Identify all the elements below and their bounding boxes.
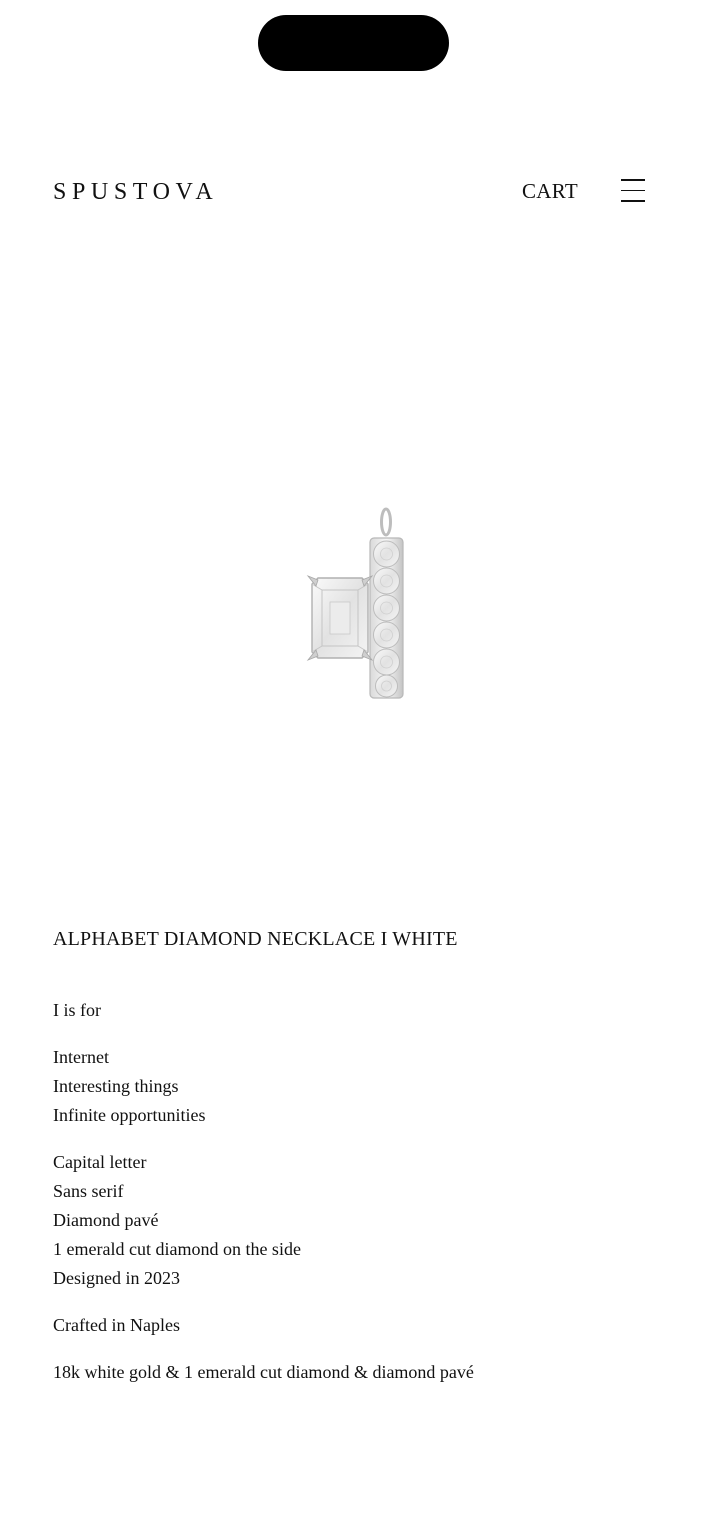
feature-line: 1 emerald cut diamond on the side	[53, 1239, 301, 1259]
site-header	[0, 170, 710, 212]
cart-link[interactable]: CART	[522, 179, 578, 203]
intro-line: I is for	[53, 1000, 101, 1020]
pendant-illustration	[290, 500, 420, 705]
hamburger-menu-icon[interactable]	[617, 177, 649, 204]
product-image	[290, 500, 420, 705]
product-title: ALPHABET DIAMOND NECKLACE I WHITE	[53, 928, 458, 950]
word-line: Interesting things	[53, 1076, 179, 1096]
feature-line: Diamond pavé	[53, 1210, 159, 1230]
origin-line: Crafted in Naples	[53, 1315, 180, 1335]
product-info	[53, 925, 673, 1405]
brand-logo[interactable]: SPUSTOVA	[53, 179, 219, 205]
feature-line: Capital letter	[53, 1152, 147, 1172]
feature-line: Sans serif	[53, 1181, 124, 1201]
dynamic-island	[258, 15, 449, 71]
description-materials	[53, 1358, 673, 1387]
description-features	[53, 1148, 673, 1293]
description-origin	[53, 1311, 673, 1340]
description-intro	[53, 996, 673, 1025]
materials-line: 18k white gold & 1 emerald cut diamond & diamond pavé	[53, 1362, 474, 1382]
word-line: Internet	[53, 1047, 109, 1067]
word-line: Infinite opportunities	[53, 1105, 206, 1125]
feature-line: Designed in 2023	[53, 1268, 180, 1288]
description-words	[53, 1043, 673, 1130]
